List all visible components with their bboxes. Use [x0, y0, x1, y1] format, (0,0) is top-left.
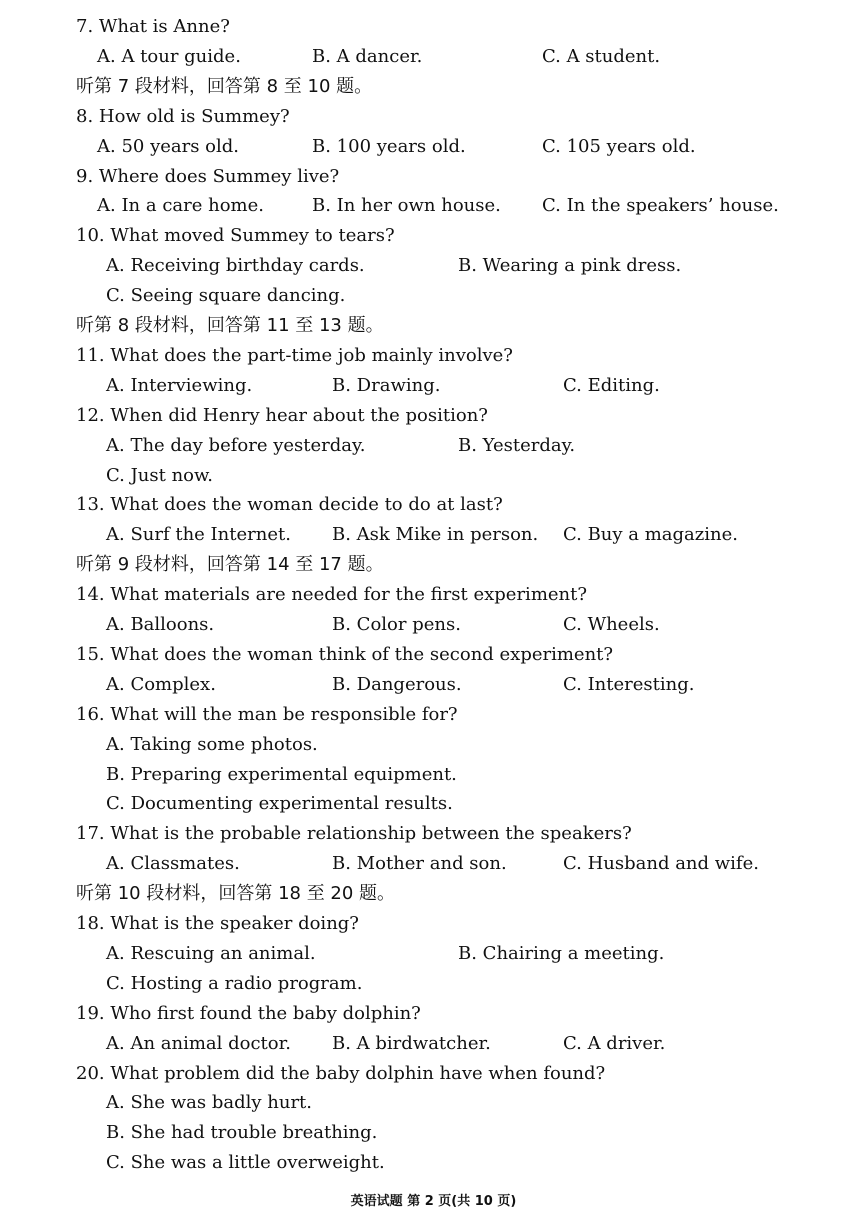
question-text: 10. What moved Summey to tears? [76, 225, 395, 247]
answer-option: A. Complex. [106, 673, 216, 695]
answer-option: C. In the speakers’ house. [542, 195, 779, 217]
answer-option: A. The day before yesterday. [106, 434, 366, 456]
option-row [0, 1148, 867, 1178]
answer-option: A. Surf the Internet. [106, 524, 291, 546]
answer-option: A. Rescuing an animal. [106, 942, 316, 964]
answer-option: B. Preparing experimental equipment. [106, 763, 457, 785]
answer-option: A. An animal doctor. [106, 1032, 291, 1054]
question-stem [0, 221, 867, 251]
question-text: 20. What problem did the baby dolphin have when found? [76, 1062, 606, 1084]
option-row [0, 281, 867, 311]
option-row [0, 730, 867, 760]
question-stem [0, 909, 867, 939]
answer-option: B. Wearing a pink dress. [458, 255, 682, 277]
answer-option: C. Hosting a radio program. [106, 972, 363, 994]
answer-option: A. A tour guide. [97, 45, 241, 67]
answer-option: C. Husband and wife. [563, 853, 759, 875]
option-row [0, 760, 867, 790]
section-text: 听第 10 段材料，回答第 18 至 20 题。 [76, 883, 396, 905]
option-row [0, 42, 867, 72]
answer-option: C. She was a little overweight. [106, 1152, 385, 1174]
question-stem [0, 999, 867, 1029]
question-text: 16. What will the man be responsible for? [76, 703, 458, 725]
answer-option: B. In her own house. [312, 195, 501, 217]
section-instruction [0, 72, 867, 102]
section-instruction [0, 311, 867, 341]
answer-option: B. She had trouble breathing. [106, 1122, 378, 1144]
question-stem [0, 700, 867, 730]
question-stem [0, 102, 867, 132]
section-text: 听第 7 段材料，回答第 8 至 10 题。 [76, 75, 373, 97]
answer-option: C. A driver. [563, 1032, 666, 1054]
option-row [0, 431, 867, 461]
answer-option: B. Drawing. [332, 374, 441, 396]
answer-option: B. Dangerous. [332, 673, 462, 695]
question-text: 17. What is the probable relationship between the speakers? [76, 823, 632, 845]
question-text: 13. What does the woman decide to do at last? [76, 494, 503, 516]
question-text: 14. What materials are needed for the first experiment? [76, 584, 588, 606]
option-row [0, 191, 867, 221]
answer-option: B. 100 years old. [312, 135, 466, 157]
answer-option: A. Receiving birthday cards. [106, 255, 365, 277]
question-stem [0, 341, 867, 371]
answer-option: A. In a care home. [97, 195, 264, 217]
answer-option: C. Wheels. [563, 614, 660, 635]
question-text: 15. What does the woman think of the second experiment? [76, 643, 614, 665]
question-text: 12. When did Henry hear about the position? [76, 404, 488, 426]
answer-option: B. Ask Mike in person. [332, 524, 539, 546]
answer-option: C. Interesting. [563, 673, 695, 695]
option-row [0, 132, 867, 162]
question-stem [0, 12, 867, 42]
answer-option: C. Buy a magazine. [563, 524, 738, 546]
option-row [0, 789, 867, 819]
option-row [0, 371, 867, 401]
question-stem [0, 401, 867, 431]
option-row [0, 969, 867, 999]
section-instruction [0, 879, 867, 909]
option-row [0, 1029, 867, 1059]
option-row [0, 1088, 867, 1118]
answer-option: B. A dancer. [312, 45, 423, 67]
answer-option: B. Color pens. [332, 614, 461, 635]
section-text: 听第 9 段材料，回答第 14 至 17 题。 [76, 554, 384, 576]
option-row [0, 461, 867, 491]
option-row [0, 520, 867, 550]
answer-option: A. Interviewing. [106, 374, 253, 396]
question-stem [0, 819, 867, 849]
option-row [0, 1118, 867, 1148]
question-stem [0, 1059, 867, 1089]
answer-option: C. Editing. [563, 374, 660, 396]
question-text: 8. How old is Summey? [76, 105, 290, 127]
option-row [0, 610, 867, 640]
page-footer: 英语试题 第 2 页(共 10 页) [350, 1194, 517, 1209]
question-text: 7. What is Anne? [76, 16, 230, 37]
question-stem [0, 162, 867, 192]
option-row [0, 670, 867, 700]
question-text: 19. Who first found the baby dolphin? [76, 1002, 421, 1024]
question-text: 11. What does the part-time job mainly involve? [76, 344, 513, 366]
section-text: 听第 8 段材料，回答第 11 至 13 题。 [76, 315, 384, 336]
answer-option: C. 105 years old. [542, 135, 696, 157]
option-row [0, 251, 867, 281]
answer-option: A. She was badly hurt. [106, 1092, 313, 1114]
question-stem [0, 490, 867, 520]
answer-option: C. Seeing square dancing. [106, 285, 346, 307]
question-stem [0, 580, 867, 610]
answer-option: C. Documenting experimental results. [106, 793, 453, 815]
answer-option: C. A student. [542, 45, 661, 67]
answer-option: B. Yesterday. [458, 434, 576, 456]
question-stem [0, 640, 867, 670]
answer-option: B. Chairing a meeting. [458, 942, 665, 964]
answer-option: A. 50 years old. [97, 135, 240, 157]
answer-option: A. Classmates. [106, 853, 240, 875]
answer-option: A. Balloons. [106, 614, 215, 635]
answer-option: B. Mother and son. [332, 853, 507, 875]
answer-option: A. Taking some photos. [106, 733, 318, 755]
question-text: 18. What is the speaker doing? [76, 913, 359, 934]
option-row [0, 849, 867, 879]
section-instruction [0, 550, 867, 580]
answer-option: B. A birdwatcher. [332, 1032, 491, 1054]
answer-option: C. Just now. [106, 464, 213, 486]
question-text: 9. Where does Summey live? [76, 165, 340, 187]
option-row [0, 939, 867, 969]
